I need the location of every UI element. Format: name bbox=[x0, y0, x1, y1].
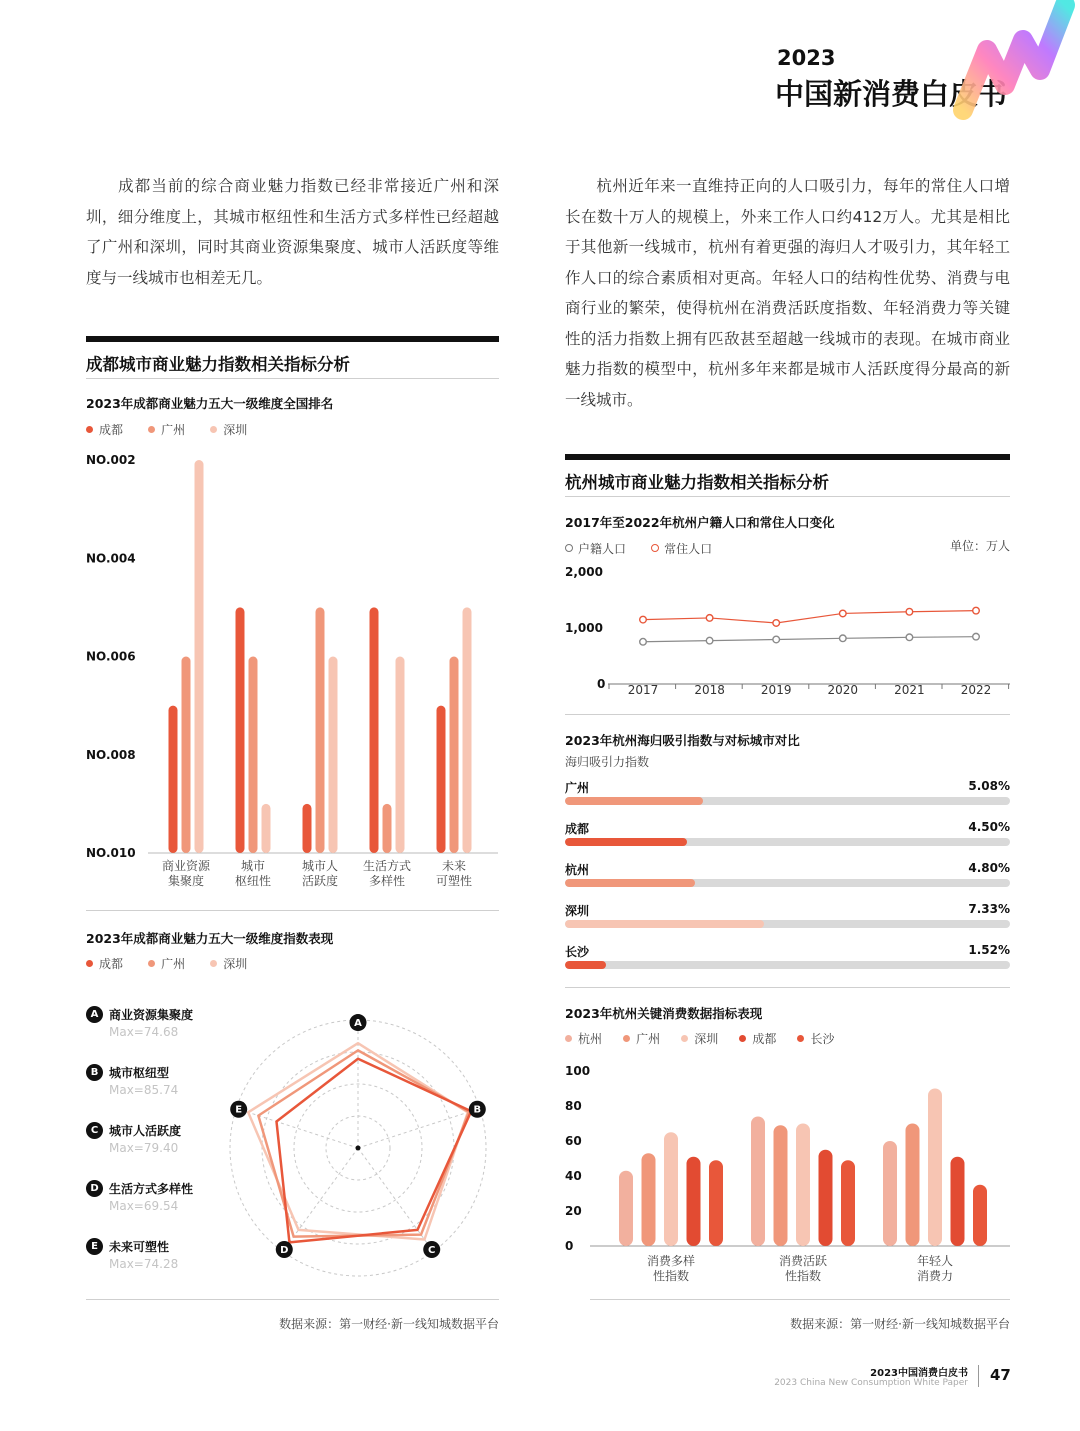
x-tick-label: 性指数 bbox=[784, 1269, 822, 1283]
point-常住人口 bbox=[973, 607, 980, 614]
radar-series-成都 bbox=[276, 1059, 471, 1243]
x-tick-label: 活跃度 bbox=[301, 874, 339, 888]
divider bbox=[565, 987, 1010, 988]
haigui-city-label: 杭州 bbox=[565, 863, 590, 877]
legend-item: 杭州 bbox=[565, 1030, 602, 1047]
radar-axis-key: C bbox=[428, 1244, 436, 1256]
x-tick-label: 2020 bbox=[827, 683, 859, 697]
haigui-track bbox=[565, 920, 1010, 928]
bar-成都 bbox=[437, 706, 446, 853]
point-常住人口 bbox=[840, 610, 847, 617]
haigui-row bbox=[565, 943, 1010, 971]
x-tick-label: 商业资源 bbox=[161, 859, 211, 873]
right-source-note: 数据来源：第一财经·新一线知城数据平台 bbox=[790, 1317, 1010, 1331]
divider bbox=[565, 714, 1010, 715]
bar-杭州 bbox=[619, 1171, 633, 1246]
legend-item: 户籍人口 bbox=[565, 540, 626, 557]
bar-深圳 bbox=[664, 1132, 678, 1246]
y-tick-label: NO.002 bbox=[86, 453, 136, 467]
radar-axis-key: A bbox=[354, 1018, 362, 1030]
radar-axis-name: 商业资源集聚度 bbox=[109, 1008, 194, 1022]
line-户籍人口 bbox=[643, 637, 976, 642]
header-year: 2023 bbox=[777, 46, 836, 70]
haigui-bar-fill bbox=[565, 920, 764, 928]
y-tick-label: 0 bbox=[565, 1239, 574, 1253]
divider bbox=[86, 910, 499, 911]
radar-axis-name: 未来可塑性 bbox=[109, 1240, 170, 1254]
header-title: 中国新消费白皮书 bbox=[775, 77, 1008, 111]
population-line-chart bbox=[560, 560, 1015, 705]
pop-legend bbox=[565, 537, 732, 557]
bar-长沙 bbox=[709, 1160, 723, 1246]
haigui-row bbox=[565, 902, 1010, 930]
left-paragraph: 成都当前的综合商业魅力指数已经非常接近广州和深圳，细分维度上，其城市枢纽性和生活方式多样性已经超越了广州和深圳，同时其商业资源集聚度、城市人活跃度等维度与一线城市也相差无几。 bbox=[86, 177, 499, 287]
y-tick-label: 80 bbox=[565, 1099, 582, 1113]
haigui-subtitle: 海归吸引力指数 bbox=[565, 755, 650, 769]
point-常住人口 bbox=[640, 616, 647, 623]
bar-成都 bbox=[370, 607, 379, 853]
haigui-track bbox=[565, 879, 1010, 887]
badge-b-icon: B bbox=[86, 1064, 103, 1081]
divider bbox=[86, 378, 499, 379]
badge-d-icon: D bbox=[86, 1180, 103, 1197]
haigui-value-label: 4.80% bbox=[968, 861, 1010, 875]
line-常住人口 bbox=[643, 611, 976, 623]
rank-chart-title: 2023年成都商业魅力五大一级维度全国排名 bbox=[86, 396, 334, 411]
radar-axis-key: D bbox=[280, 1244, 289, 1256]
bar-深圳 bbox=[329, 657, 338, 854]
y-tick-label: 40 bbox=[565, 1169, 582, 1183]
bar-深圳 bbox=[262, 804, 271, 853]
legend-item: 深圳 bbox=[681, 1030, 718, 1047]
bar-长沙 bbox=[841, 1160, 855, 1246]
point-户籍人口 bbox=[906, 634, 913, 641]
x-tick-label: 性指数 bbox=[652, 1269, 690, 1283]
bar-广州 bbox=[249, 657, 258, 854]
x-tick-label: 城市 bbox=[240, 859, 266, 873]
x-tick-label: 2018 bbox=[694, 683, 725, 697]
radar-axis-max: Max=79.40 bbox=[109, 1141, 179, 1155]
legend-item: 广州 bbox=[148, 421, 185, 438]
haigui-city-label: 成都 bbox=[565, 822, 590, 836]
footer-subtitle: 2023 China New Consumption White Paper bbox=[774, 1378, 968, 1388]
radar-legend bbox=[86, 952, 267, 972]
haigui-bar-fill bbox=[565, 797, 703, 805]
x-tick-label: 消费活跃 bbox=[778, 1254, 828, 1268]
bar-广州 bbox=[383, 804, 392, 853]
consume-bar-chart bbox=[560, 1058, 1015, 1293]
y-tick-label: NO.008 bbox=[86, 747, 136, 762]
rank-bar-chart bbox=[80, 445, 505, 895]
right-paragraph: 杭州近年来一直维持正向的人口吸引力，每年的常住人口增长在数十万人的规模上，外来工作人口约412万人。尤其是相比于其他新一线城市，杭州有着更强的海归人才吸引力，其年轻工作人口的综合素质相对更高。年轻人口的结构性优势、消费与电商行业的繁荣，使得杭州在消费活跃度指数、年轻消费力等关键性的活力指数上拥有匹敌甚至超越一线城市的表现。在城市商业魅力指数的模型中，杭州多年来都是城市人活跃度得分最高的新一线城市。 bbox=[565, 177, 1010, 409]
footer-divider bbox=[978, 1365, 979, 1387]
x-tick-label: 多样性 bbox=[368, 874, 406, 888]
legend-item: 成都 bbox=[739, 1030, 776, 1047]
bar-广州 bbox=[906, 1124, 920, 1247]
y-tick-label: NO.004 bbox=[86, 551, 136, 566]
section-bar bbox=[86, 336, 499, 342]
point-常住人口 bbox=[706, 615, 713, 622]
radar-axis-item bbox=[86, 1122, 236, 1180]
bar-长沙 bbox=[973, 1185, 987, 1246]
badge-c-icon: C bbox=[86, 1122, 103, 1139]
point-户籍人口 bbox=[773, 636, 780, 643]
radar-axis-name: 城市枢纽型 bbox=[109, 1066, 170, 1080]
point-户籍人口 bbox=[973, 633, 980, 640]
haigui-bar-fill bbox=[565, 961, 606, 969]
page-number: 47 bbox=[990, 1366, 1011, 1384]
point-户籍人口 bbox=[840, 635, 847, 642]
legend-item: 深圳 bbox=[210, 421, 247, 438]
bar-深圳 bbox=[195, 460, 204, 853]
radar-axis-max: Max=74.68 bbox=[109, 1025, 179, 1039]
legend-item: 成都 bbox=[86, 955, 123, 972]
bar-成都 bbox=[303, 804, 312, 853]
bar-杭州 bbox=[751, 1117, 765, 1247]
haigui-chart-title: 2023年杭州海归吸引指数与对标城市对比 bbox=[565, 733, 800, 748]
divider bbox=[86, 1299, 499, 1300]
radar-axis-item bbox=[86, 1180, 236, 1238]
badge-e-icon: E bbox=[86, 1238, 103, 1255]
haigui-city-label: 深圳 bbox=[565, 904, 590, 918]
right-section-title: 杭州城市商业魅力指数相关指标分析 bbox=[565, 473, 829, 492]
bar-深圳 bbox=[796, 1124, 810, 1247]
radar-chart bbox=[220, 1005, 500, 1285]
point-户籍人口 bbox=[640, 638, 647, 645]
radar-axis-list bbox=[86, 1006, 236, 1296]
left-source-note: 数据来源：第一财经·新一线知城数据平台 bbox=[279, 1317, 499, 1331]
bar-深圳 bbox=[396, 657, 405, 854]
y-tick-label: 2,000 bbox=[565, 565, 603, 579]
bar-成都 bbox=[169, 706, 178, 853]
x-tick-label: 未来 bbox=[441, 859, 467, 873]
rank-legend bbox=[86, 418, 267, 438]
section-bar bbox=[565, 454, 1010, 460]
radar-axis-max: Max=74.28 bbox=[109, 1257, 179, 1271]
badge-a-icon: A bbox=[86, 1006, 103, 1023]
bar-广州 bbox=[642, 1153, 656, 1246]
radar-axis-max: Max=69.54 bbox=[109, 1199, 179, 1213]
radar-axis-key: B bbox=[473, 1104, 482, 1116]
bar-广州 bbox=[450, 657, 459, 854]
legend-item: 成都 bbox=[86, 421, 123, 438]
haigui-row bbox=[565, 861, 1010, 889]
bar-成都 bbox=[236, 607, 245, 853]
x-tick-label: 2022 bbox=[960, 683, 992, 697]
x-tick-label: 2019 bbox=[760, 683, 792, 697]
brand-logo-icon bbox=[945, 0, 1080, 140]
y-tick-label: NO.006 bbox=[86, 649, 136, 664]
bar-广州 bbox=[316, 607, 325, 853]
bar-深圳 bbox=[463, 607, 472, 853]
x-tick-label: 2017 bbox=[627, 683, 659, 697]
left-section-title: 成都城市商业魅力指数相关指标分析 bbox=[86, 355, 350, 374]
x-tick-label: 生活方式 bbox=[362, 859, 412, 873]
consume-legend bbox=[565, 1027, 850, 1047]
bar-杭州 bbox=[883, 1141, 897, 1246]
radar-axis-item bbox=[86, 1064, 236, 1122]
haigui-city-label: 广州 bbox=[565, 781, 590, 795]
haigui-row bbox=[565, 820, 1010, 848]
radar-center-dot bbox=[356, 1146, 361, 1151]
y-tick-label: 1,000 bbox=[565, 621, 603, 635]
radar-axis-item bbox=[86, 1006, 236, 1064]
point-常住人口 bbox=[773, 620, 780, 627]
bar-广州 bbox=[774, 1125, 788, 1246]
radar-axis-name: 生活方式多样性 bbox=[109, 1182, 194, 1196]
x-tick-label: 集聚度 bbox=[167, 874, 205, 888]
x-tick-label: 消费多样 bbox=[646, 1254, 696, 1268]
pop-unit-label: 单位：万人 bbox=[949, 539, 1010, 553]
legend-item: 常住人口 bbox=[651, 540, 712, 557]
haigui-track bbox=[565, 838, 1010, 846]
pop-chart-title: 2017年至2022年杭州户籍人口和常住人口变化 bbox=[565, 515, 835, 530]
radar-axis-item bbox=[86, 1238, 236, 1296]
x-tick-label: 2021 bbox=[894, 683, 925, 697]
radar-axis-key: E bbox=[235, 1104, 243, 1116]
haigui-bar-fill bbox=[565, 879, 695, 887]
x-tick-label: 消费力 bbox=[916, 1269, 954, 1283]
legend-item: 长沙 bbox=[797, 1030, 834, 1047]
radar-axis-name: 城市人活跃度 bbox=[109, 1124, 182, 1138]
x-tick-label: 可塑性 bbox=[435, 874, 473, 888]
haigui-track bbox=[565, 797, 1010, 805]
legend-item: 广州 bbox=[148, 955, 185, 972]
haigui-row bbox=[565, 779, 1010, 807]
x-tick-label: 年轻人 bbox=[916, 1254, 954, 1268]
bar-成都 bbox=[951, 1157, 965, 1246]
point-户籍人口 bbox=[706, 637, 713, 644]
y-tick-label: 60 bbox=[565, 1134, 582, 1148]
haigui-city-label: 长沙 bbox=[565, 945, 590, 959]
haigui-value-label: 4.50% bbox=[968, 820, 1010, 834]
divider bbox=[590, 1299, 1010, 1300]
footer-title: 2023中国消费白皮书 bbox=[870, 1368, 968, 1379]
haigui-value-label: 7.33% bbox=[968, 902, 1010, 916]
bar-成都 bbox=[819, 1150, 833, 1246]
bar-广州 bbox=[182, 657, 191, 854]
consume-chart-title: 2023年杭州关键消费数据指标表现 bbox=[565, 1006, 763, 1021]
bar-成都 bbox=[687, 1157, 701, 1246]
legend-item: 广州 bbox=[623, 1030, 660, 1047]
bar-深圳 bbox=[928, 1089, 942, 1247]
point-常住人口 bbox=[906, 608, 913, 615]
radar-axis-max: Max=85.74 bbox=[109, 1083, 179, 1097]
y-tick-label: 20 bbox=[565, 1204, 582, 1218]
haigui-value-label: 1.52% bbox=[968, 943, 1010, 957]
y-tick-label: 0 bbox=[597, 677, 606, 691]
y-tick-label: NO.010 bbox=[86, 846, 136, 860]
x-tick-label: 枢纽性 bbox=[234, 874, 272, 888]
x-tick-label: 城市人 bbox=[301, 859, 339, 873]
y-tick-label: 100 bbox=[565, 1064, 591, 1078]
legend-item: 深圳 bbox=[210, 955, 247, 972]
radar-chart-title: 2023年成都商业魅力五大一级维度指数表现 bbox=[86, 931, 334, 946]
haigui-value-label: 5.08% bbox=[968, 779, 1010, 793]
haigui-bar-fill bbox=[565, 838, 687, 846]
divider bbox=[565, 496, 1010, 497]
haigui-track bbox=[565, 961, 1010, 969]
